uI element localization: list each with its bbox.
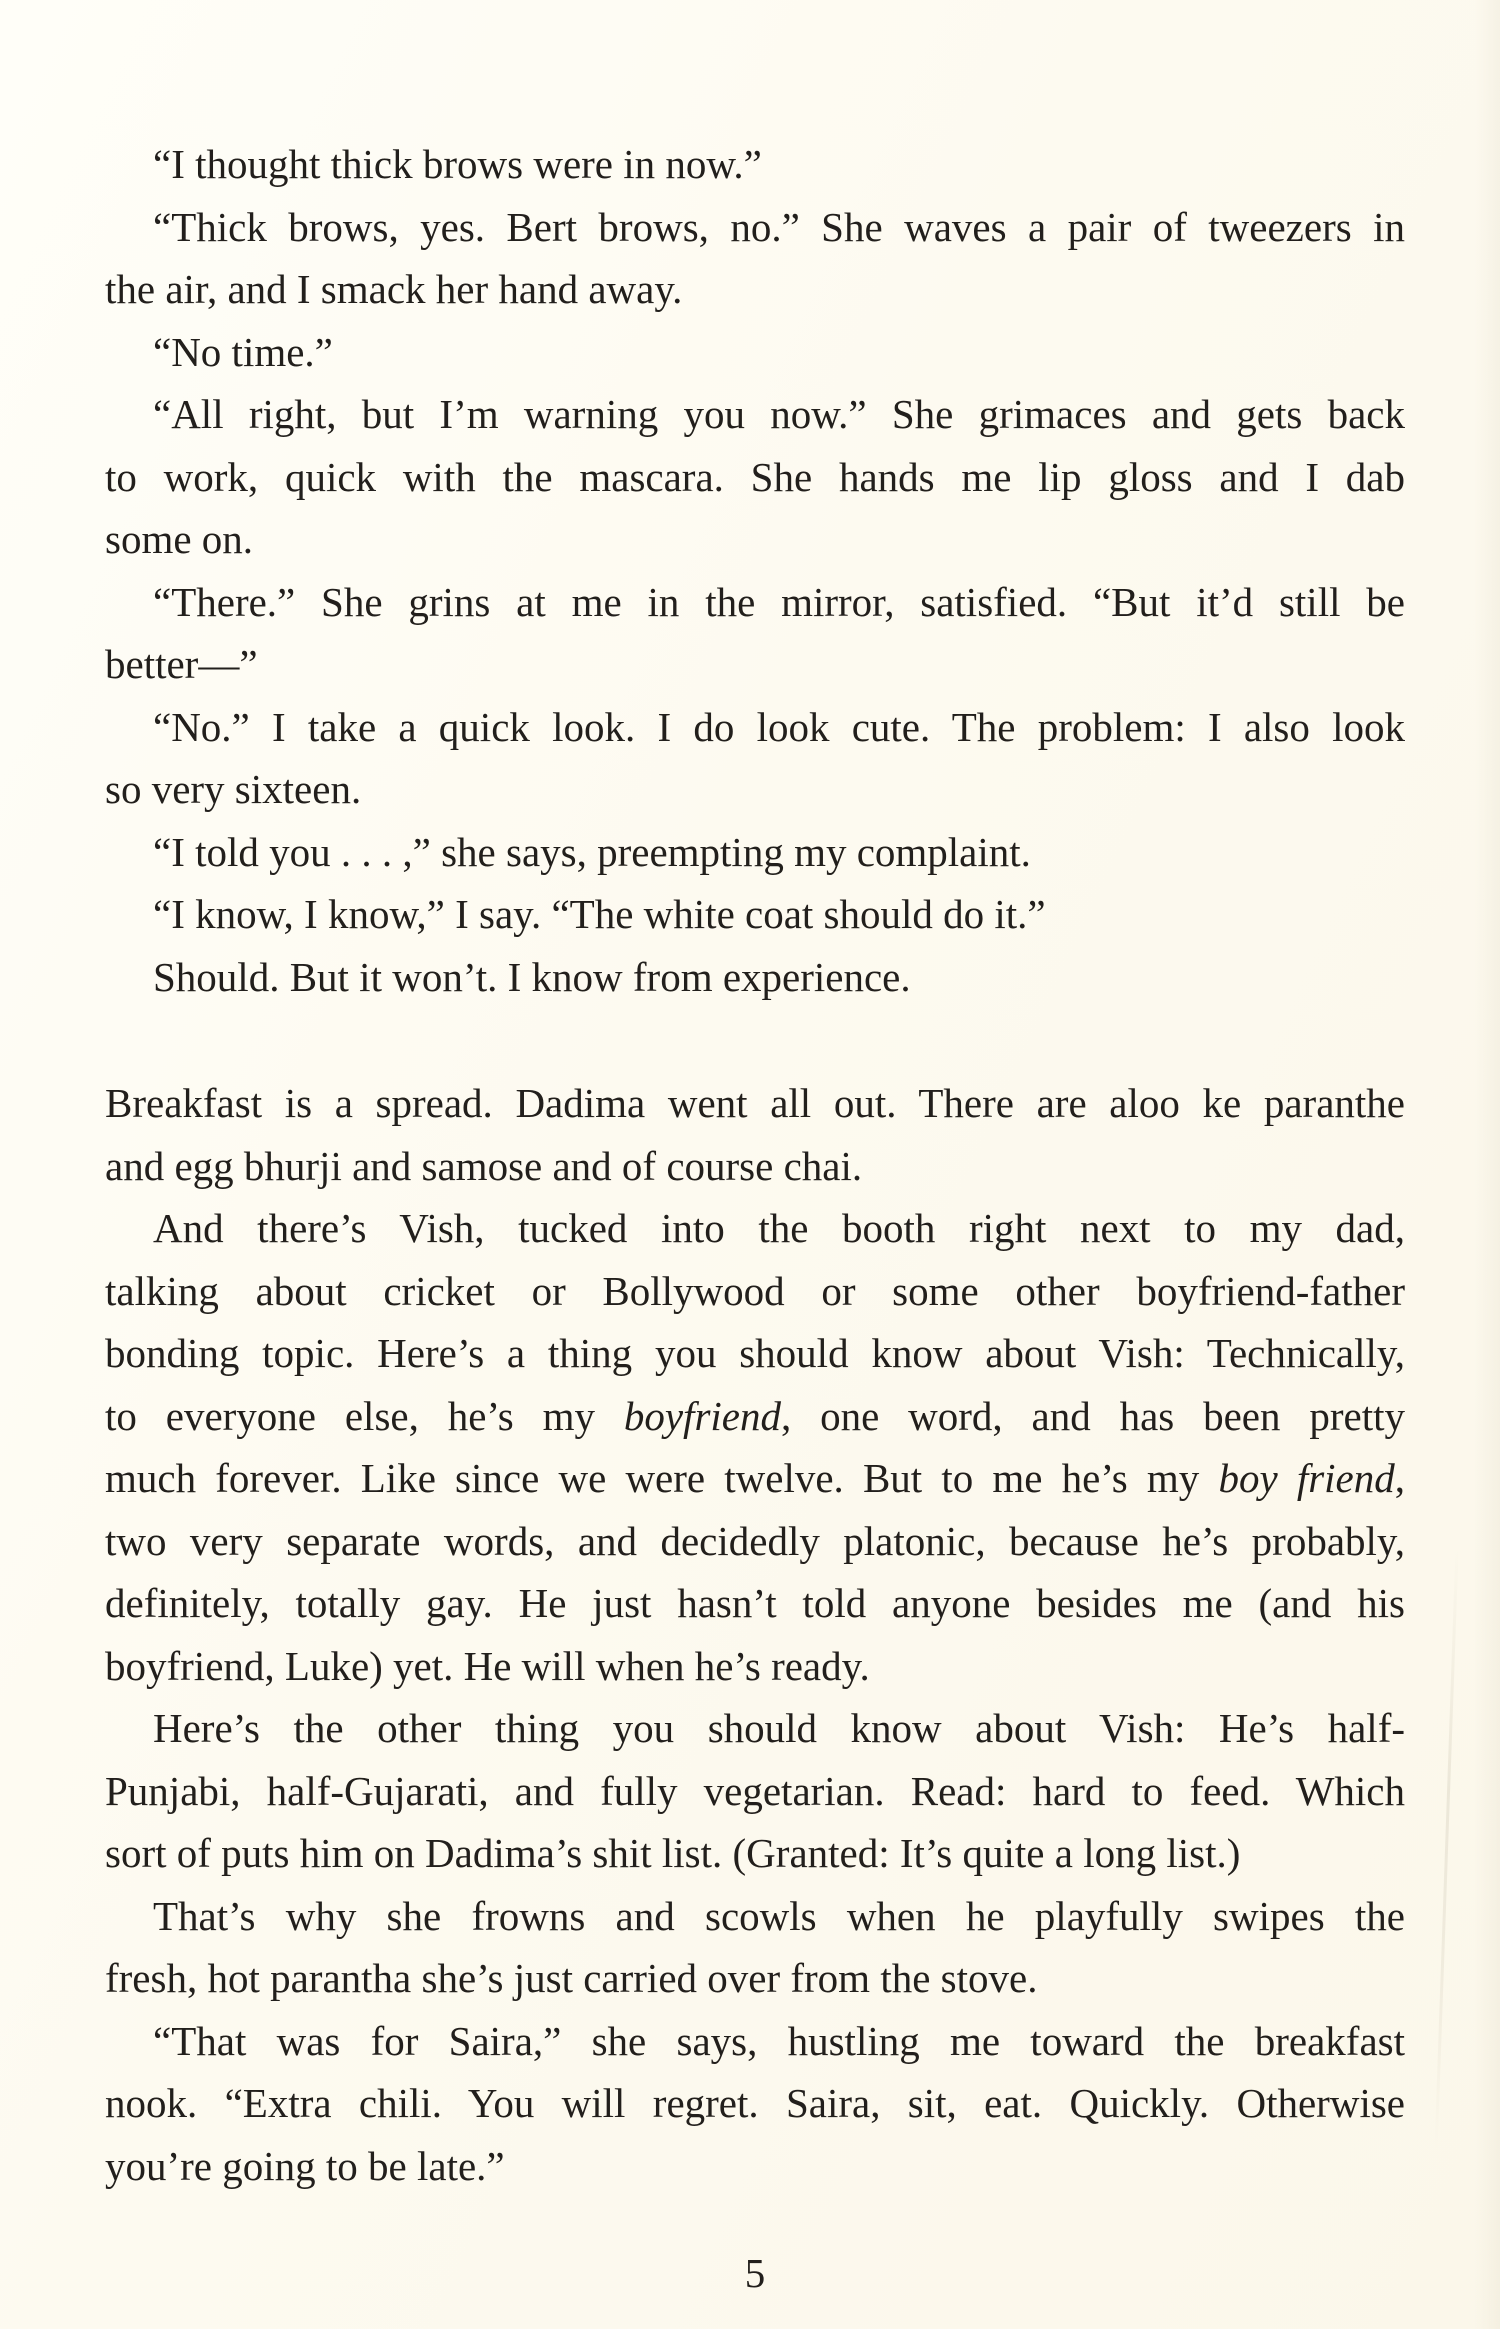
text-line: so very sixteen. <box>105 766 362 812</box>
text-line: Here’s the other thing you should know about Vish: He’s half- <box>153 1705 1405 1751</box>
text-line: boyfriend, Luke) yet. He will when he’s ready. <box>105 1642 870 1689</box>
text-line: definitely, totally gay. He just hasn’t told anyone besides me (and his <box>105 1580 1405 1626</box>
page-number: 5 <box>744 2250 766 2296</box>
text-line: “Thick brows, yes. Bert brows, no.” She waves a pair of tweezers in <box>153 203 1405 250</box>
scan-edge-shading <box>1474 0 1500 2329</box>
text-line: “I thought thick brows were in now.” <box>153 141 762 187</box>
text-line: “No time.” <box>153 328 333 375</box>
text-line: That’s why she frowns and scowls when he playfully swipes the <box>153 1892 1405 1939</box>
text-line: some on. <box>105 516 254 562</box>
text-line: two very separate words, and decidedly platonic, because he’s probably, <box>105 1517 1405 1564</box>
text-line: Punjabi, half-Gujarati, and fully vegetarian. Read: hard to feed. Which <box>105 1767 1405 1814</box>
text-line: you’re going to be late.” <box>105 2142 505 2189</box>
text-block <box>105 133 1405 2197</box>
text-line: talking about cricket or Bollywood or some other boyfriend-father <box>105 1267 1405 1314</box>
text-line: better—” <box>105 641 258 687</box>
text-line: Breakfast is a spread. Dadima went all out. There are aloo ke paranthe <box>105 1080 1405 1126</box>
text-line: the air, and I smack her hand away. <box>105 266 683 312</box>
text-line: bonding topic. Here’s a thing you should know about Vish: Technically, <box>105 1330 1405 1376</box>
text-line: “I know, I know,” I say. “The white coat should do it.” <box>153 891 1046 937</box>
text-line: fresh, hot parantha she’s just carried over from the stove. <box>105 1955 1038 2001</box>
text-line: to work, quick with the mascara. She hands me lip gloss and I dab <box>105 453 1405 500</box>
text-line: Should. But it won’t. I know from experience. <box>153 953 911 1000</box>
text-line: “That was for Saira,” she says, hustling me toward the breakfast <box>153 2017 1405 2064</box>
text-line: and egg bhurji and samose and of course chai. <box>105 1142 863 1189</box>
text-line: And there’s Vish, tucked into the booth right next to my dad, <box>153 1205 1405 1251</box>
text-line: “All right, but I’m warning you now.” She grimaces and gets back <box>153 391 1405 437</box>
scan-crease <box>1435 1550 1459 2150</box>
text-line: sort of puts him on Dadima’s shit list. (Granted: It’s quite a long list.) <box>105 1830 1241 1876</box>
text-line: “I told you . . . ,” she says, preempting my complaint. <box>153 828 1031 875</box>
text-line: “No.” I take a quick look. I do look cute. The problem: I also look <box>153 703 1405 750</box>
text-line: to everyone else, he’s my boyfriend, one word, and has been pretty <box>105 1392 1405 1439</box>
text-line: much forever. Like since we were twelve. But to me he’s my boy friend, <box>105 1455 1406 1501</box>
text-line: nook. “Extra chili. You will regret. Saira, sit, eat. Quickly. Otherwise <box>105 2080 1405 2126</box>
text-line: “There.” She grins at me in the mirror, satisfied. “But it’d still be <box>153 578 1405 625</box>
